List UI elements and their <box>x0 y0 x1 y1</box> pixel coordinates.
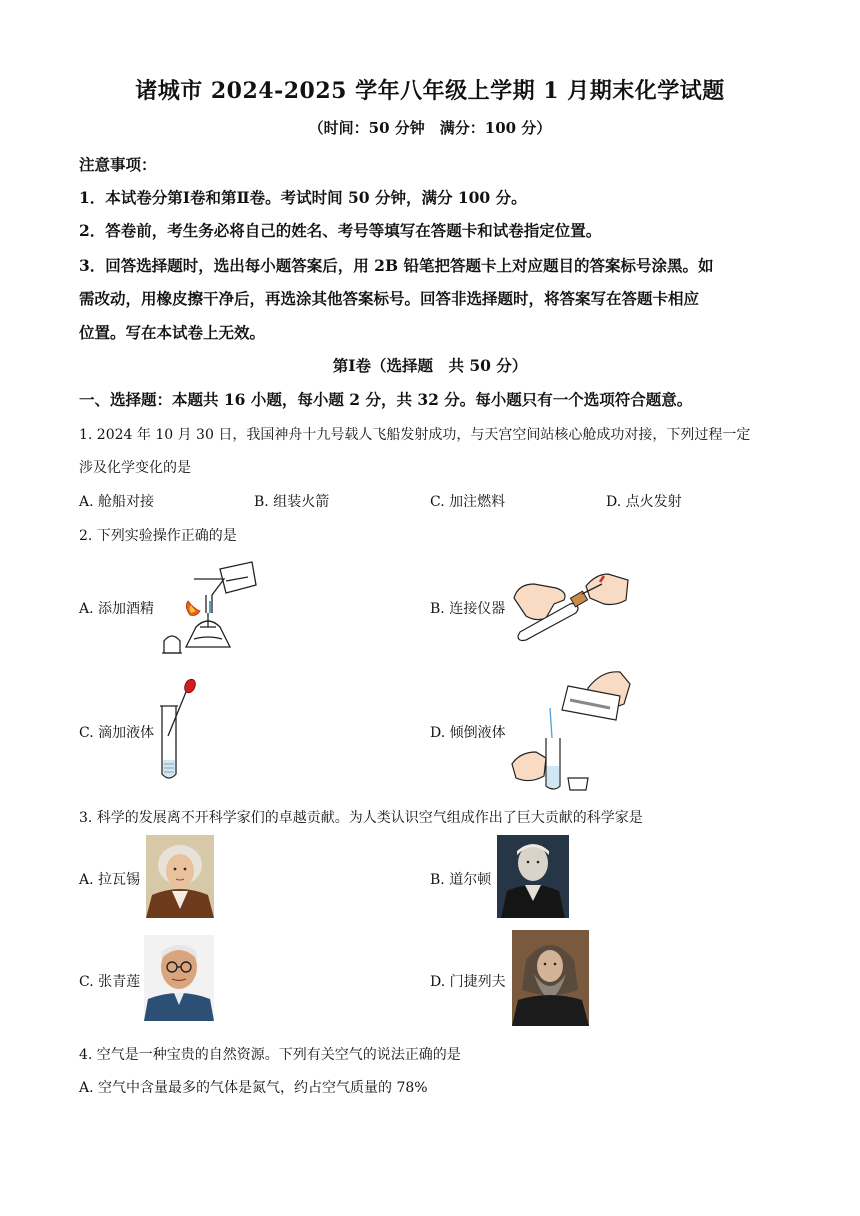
question-1-option-b: B. 组装火箭 <box>254 494 330 510</box>
dropper-test-tube-illustration <box>156 676 206 784</box>
question-2-option-a: A. 添加酒精 <box>79 601 155 617</box>
question-4-stem: 4. 空气是一种宝贵的自然资源。下列有关空气的说法正确的是 <box>79 1047 461 1063</box>
question-1-option-c: C. 加注燃料 <box>430 494 506 510</box>
question-1-option-a: A. 舱船对接 <box>79 494 155 510</box>
note-1: 1．本试卷分第Ⅰ卷和第Ⅱ卷。考试时间 50 分钟，满分 100 分。 <box>79 188 527 207</box>
mendeleev-portrait-image <box>512 930 589 1026</box>
question-1-option-d: D. 点火发射 <box>606 494 682 510</box>
question-3-option-c: C. 张青莲 <box>79 974 141 990</box>
section-title: 第Ⅰ卷（选择题 共 50 分） <box>332 356 528 375</box>
connect-instruments-illustration <box>512 570 632 642</box>
question-3-option-b: B. 道尔顿 <box>430 872 492 888</box>
alcohol-lamp-funnel-illustration <box>160 557 260 657</box>
note-3-line-1: 3．回答选择题时，选出每小题答案后，用 2B 铅笔把答题卡上对应题目的答案标号涂黑。如 <box>79 256 714 275</box>
page-title: 诸城市 2024-2025 学年八年级上学期 1 月期末化学试题 <box>135 78 725 104</box>
question-2-option-d: D. 倾倒液体 <box>430 725 506 741</box>
question-3-option-d: D. 门捷列夫 <box>430 974 506 990</box>
dalton-portrait-image <box>497 835 569 918</box>
note-2: 2．答卷前，考生务必将自己的姓名、考号等填写在答题卡和试卷指定位置。 <box>79 221 602 240</box>
question-2-option-b: B. 连接仪器 <box>430 601 506 617</box>
question-3-option-a: A. 拉瓦锡 <box>79 872 141 888</box>
question-2-option-c: C. 滴加液体 <box>79 725 155 741</box>
pouring-liquid-illustration <box>510 668 634 792</box>
part-one-heading: 一、选择题：本题共 16 小题，每小题 2 分，共 32 分。每小题只有一个选项符合题意。 <box>79 390 693 409</box>
question-4-option-a: A. 空气中含量最多的气体是氮气，约占空气质量的 78% <box>79 1080 428 1096</box>
note-3-line-3: 位置。写在本试卷上无效。 <box>79 323 266 342</box>
question-1-stem-line-2: 涉及化学变化的是 <box>79 460 191 476</box>
question-2-stem: 2. 下列实验操作正确的是 <box>79 528 237 544</box>
note-3-line-2: 需改动，用橡皮擦干净后，再选涂其他答案标号。回答非选择题时，将答案写在答题卡相应 <box>79 289 700 308</box>
question-3-stem: 3. 科学的发展离不开科学家们的卓越贡献。为人类认识空气组成作出了巨大贡献的科学家是 <box>79 810 643 826</box>
zhang-qinglian-portrait-image <box>144 935 214 1021</box>
exam-duration-score: （时间：50 分钟 满分：100 分） <box>308 119 552 137</box>
question-1-stem-line-1: 1. 2024 年 10 月 30 日，我国神舟十九号载人飞船发射成功，与天宫空间站核心舱成功对接，下列过程一定 <box>79 427 751 443</box>
lavoisier-portrait-image <box>146 835 214 918</box>
notes-heading: 注意事项： <box>79 155 157 174</box>
